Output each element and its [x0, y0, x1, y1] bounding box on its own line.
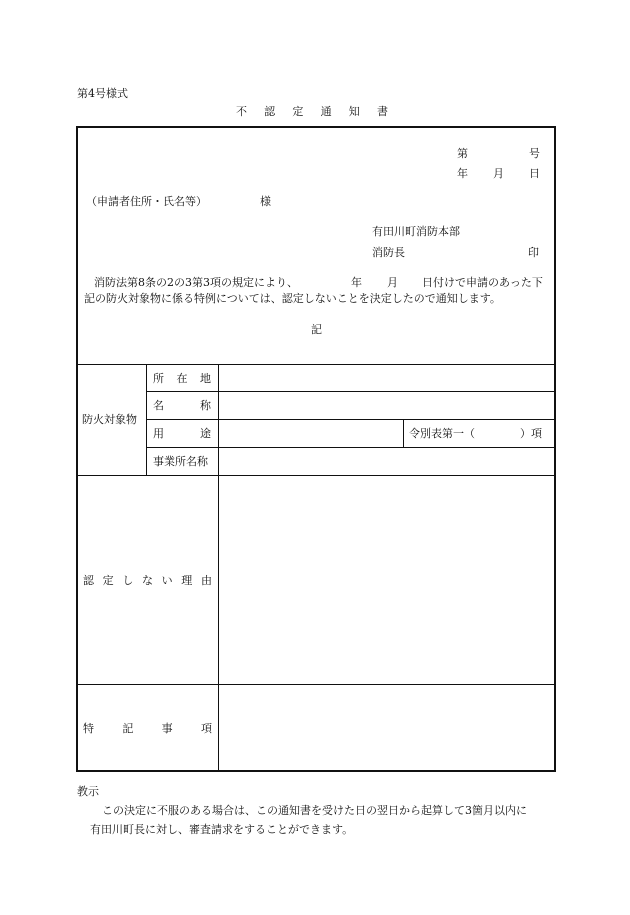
label-char: 称 — [200, 399, 211, 412]
row-divider — [146, 419, 556, 420]
label-char: 特 — [83, 722, 94, 735]
business-name-label: 事業所名称 — [153, 455, 208, 468]
label-char: 途 — [200, 427, 211, 440]
label-char: 事 — [161, 722, 173, 735]
label-char: 名 — [153, 399, 164, 412]
appendix-prefix: 令別表第一（ — [409, 427, 475, 440]
column-divider — [218, 364, 219, 772]
location-label — [153, 373, 211, 384]
ki-mark: 記 — [311, 323, 322, 336]
addressee-honorific: 様 — [260, 195, 271, 208]
title-char: 知 — [348, 105, 360, 118]
instruction-line2: 有田川町長に対し、審査請求をすることができます。 — [90, 823, 354, 836]
label-char: 用 — [153, 427, 164, 440]
row-divider — [146, 391, 556, 392]
instruction-line1: この決定に不服のある場合は、この通知書を受けた日の翌日から起算して3箇月以内に — [102, 804, 527, 817]
label-char: 由 — [200, 574, 212, 587]
form-box — [76, 126, 556, 772]
body-line1-b: 日付けで申請のあった下 — [422, 276, 543, 289]
column-divider — [146, 364, 147, 475]
body-line1-a: 消防法第8条の2の3第3項の規定により、 — [94, 276, 298, 289]
label-char: 地 — [200, 372, 211, 385]
title-char: 書 — [376, 105, 388, 118]
label-char: 認 — [83, 574, 94, 587]
body-line2: 記の防火対象物に係る特例については、認定しないことを決定したので通知します。 — [84, 292, 501, 305]
issuer-title: 消防長 — [372, 246, 405, 259]
label-char: 在 — [176, 372, 188, 385]
document-title — [236, 106, 388, 117]
label-char: 項 — [200, 722, 212, 735]
issuer-seal: 印 — [528, 246, 539, 259]
title-char: 定 — [292, 105, 304, 118]
body-month: 月 — [387, 276, 398, 289]
issuer-organization: 有田川町消防本部 — [372, 225, 460, 238]
instruction-heading: 教示 — [77, 785, 99, 798]
date-line — [457, 168, 540, 179]
label-char: 理 — [181, 574, 193, 587]
usage-label — [153, 428, 211, 439]
body-year: 年 — [351, 276, 362, 289]
table-top-border — [76, 364, 556, 365]
number-suffix: 号 — [529, 147, 540, 160]
label-char: な — [141, 574, 153, 587]
label-char: い — [161, 574, 173, 587]
notes-label — [83, 723, 212, 734]
form-number: 第4号様式 — [77, 87, 128, 100]
title-char: 通 — [320, 105, 332, 118]
title-char: 認 — [264, 105, 276, 118]
reason-label — [83, 575, 212, 586]
label-char: 所 — [153, 372, 164, 385]
row-divider — [146, 447, 556, 448]
section-divider — [76, 475, 556, 476]
addressee-label: （申請者住所・氏名等） — [86, 195, 207, 208]
date-month: 月 — [493, 167, 504, 180]
number-prefix: 第 — [457, 147, 468, 160]
appendix-suffix: ）項 — [520, 427, 542, 440]
label-char: 定 — [102, 574, 114, 587]
title-char: 不 — [236, 105, 247, 118]
label-char: し — [122, 574, 134, 587]
column-divider — [403, 419, 404, 447]
section-divider — [76, 684, 556, 685]
label-char: 記 — [122, 722, 134, 735]
date-day: 日 — [529, 167, 540, 180]
date-year: 年 — [457, 167, 468, 180]
name-label — [153, 400, 211, 411]
group-label: 防火対象物 — [82, 413, 137, 426]
